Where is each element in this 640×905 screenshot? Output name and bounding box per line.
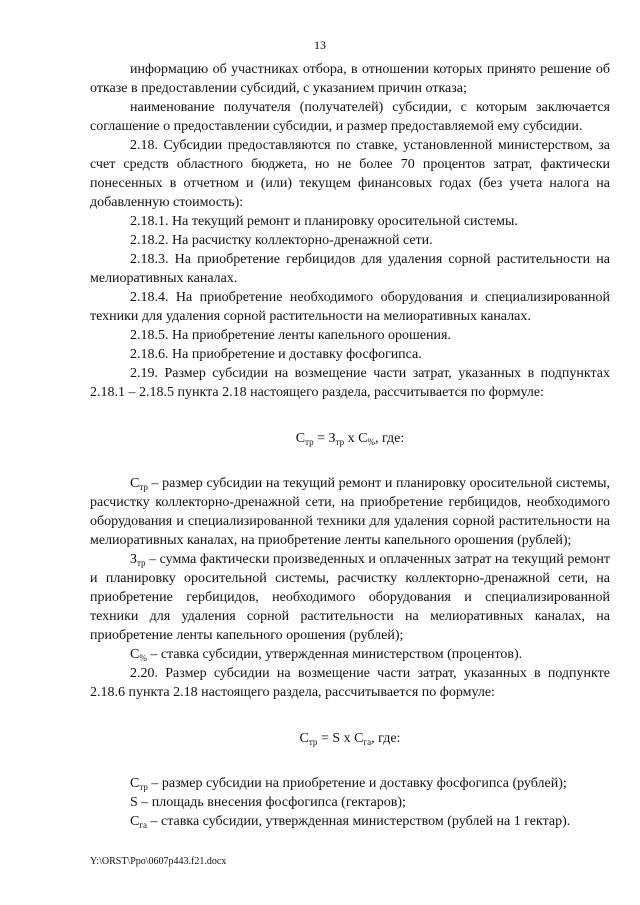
definition: S – площадь внесения фосфогипса (гектаров); bbox=[130, 795, 406, 810]
paragraph-2-18-6: 2.18.6. На приобретение и доставку фосфогипса. bbox=[130, 347, 422, 362]
paragraph-2-18-3: 2.18.3. На приобретение гербицидов для удаления сорной растительности на мелиоративных каналах. bbox=[90, 252, 610, 286]
file-path-footer: Y:\ORST\Ppo\0607p443.f21.docx bbox=[90, 856, 227, 867]
definition: $З_{тр}$ – сумма фактически произведенных и оплаченных затрат на текущий ремонт и планировку оросительной системы, расчистку коллекторно-дренажной сети, на приобретение гербицидов, необходимого оборудования и специализированной техники для удаления сорной растительности на мелиоративных каналах, на приобретение ленты капельного орошения (рублей); bbox=[90, 552, 610, 643]
formula-2: $С_{тр} = S$ х $С_{га}$, где: bbox=[299, 731, 401, 747]
document-body bbox=[90, 60, 610, 831]
paragraph-2-18-5: 2.18.5. На приобретение ленты капельного орошения. bbox=[130, 328, 451, 343]
paragraph-2-19: 2.19. Размер субсидии на возмещение части затрат, указанных в подпунктах 2.18.1 – 2.18.5 пункта 2.18 настоящего раздела, рассчитывается по формуле: bbox=[90, 366, 610, 400]
paragraph-2-20: 2.20. Размер субсидии на возмещение части затрат, указанных в подпункте 2.18.6 пункта 2.18 настоящего раздела, рассчитывается по формуле: bbox=[90, 666, 610, 700]
definition: $С_{тр}$ – размер субсидии на текущий ремонт и планировку оросительной системы, расчистку коллекторно-дренажной сети, на приобретение гербицидов, необходимого оборудования и специализированной техники для удаления сорной растительности на мелиоративных каналах, на приобретение ленты капельного орошения (рублей); bbox=[90, 476, 610, 548]
definition: $С_{га}$ – ставка субсидии, утвержденная министерством (рублей на 1 гектар). bbox=[130, 814, 571, 830]
paragraph-2-18-4: 2.18.4. На приобретение необходимого оборудования и специализированной техники для удаления сорной растительности на мелиоративных каналах. bbox=[90, 290, 610, 324]
paragraph-2-18-1: 2.18.1. На текущий ремонт и планировку оросительной системы. bbox=[130, 214, 518, 229]
definition: $С_{\%}$ – ставка субсидии, утвержденная министерством (процентов). bbox=[130, 647, 523, 663]
formula-1: $С_{тр} = З_{тр}$ х $С_{\%}$, где: bbox=[295, 431, 405, 447]
page-number: 13 bbox=[314, 38, 326, 52]
paragraph: информацию об участниках отбора, в отношении которых принято решение об отказе в предоставлении субсидий, с указанием причин отказа; bbox=[90, 62, 610, 96]
paragraph-2-18-2: 2.18.2. На расчистку коллекторно-дренажной сети. bbox=[130, 233, 433, 248]
paragraph: наименование получателя (получателей) субсидии, с которым заключается соглашение о предоставлении субсидии, и размер предоставляемой ему субсидии. bbox=[90, 100, 610, 134]
definition: $С_{тр}$ – размер субсидии на приобретение и доставку фосфогипса (рублей); bbox=[130, 776, 567, 792]
paragraph-2-18: 2.18. Субсидии предоставляются по ставке, установленной министерством, за счет средств областного бюджета, но не более 70 процентов затрат, фактически понесенных в отчетном и (или) текущем финансовых годах (без учета налога на добавленную стоимость): bbox=[90, 138, 610, 210]
